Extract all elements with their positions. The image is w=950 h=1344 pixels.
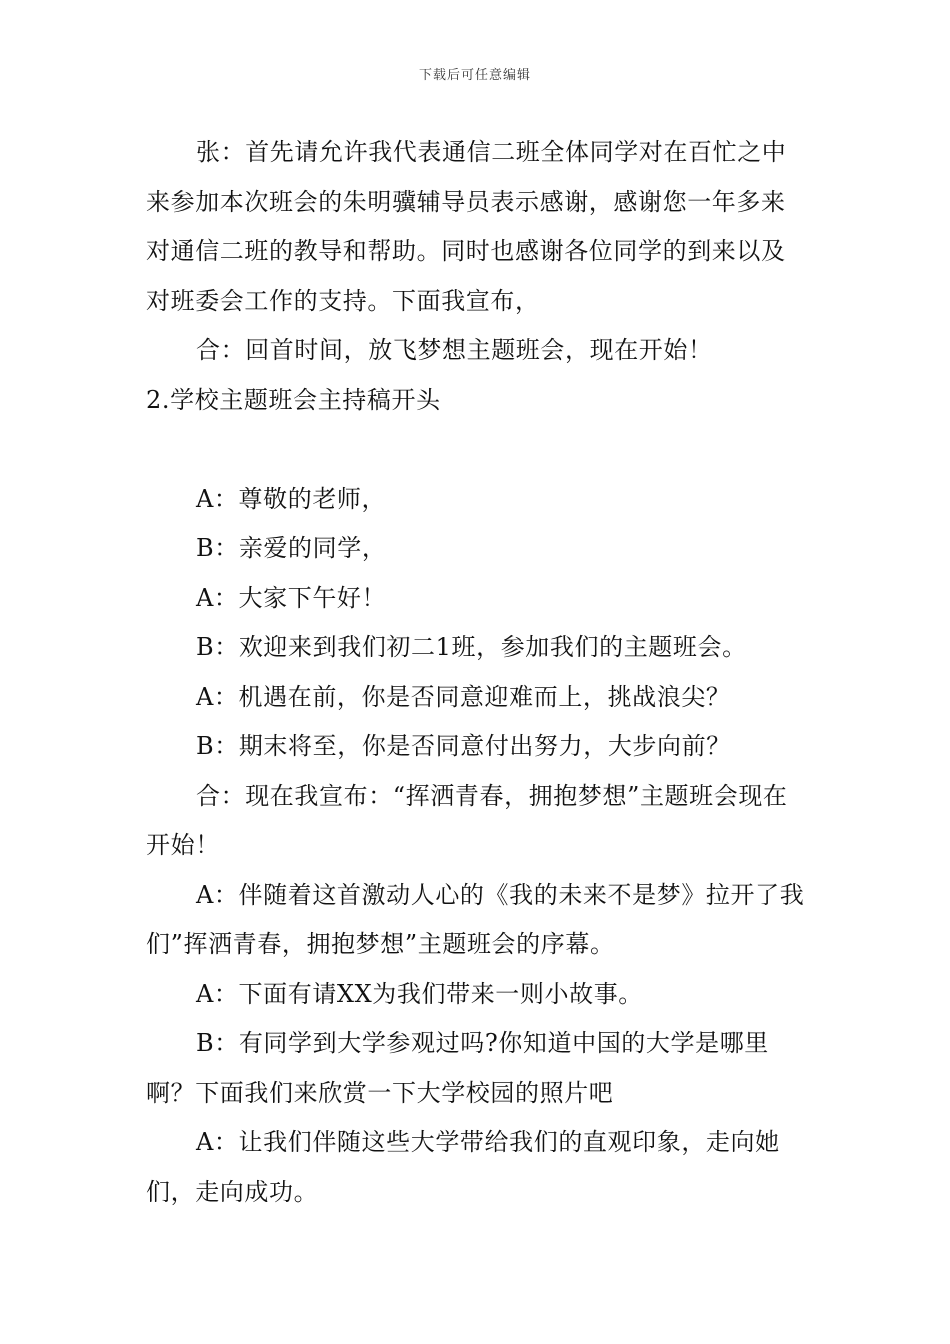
paragraph-line: A：下面有请XX为我们带来一则小故事。 bbox=[196, 979, 643, 1008]
paragraph-line: A：机遇在前，你是否同意迎难而上，挑战浪尖？ bbox=[196, 682, 731, 711]
document-body bbox=[146, 128, 808, 1217]
paragraph-he-start: 合：回首时间，放飞梦想主题班会，现在开始！ bbox=[196, 336, 713, 364]
paragraph-zhang-intro: 张：首先请允许我代表通信二班全体同学对在百忙之中来参加本次班会的朱明骥辅导员表示感谢，感谢您一年多来对通信二班的教导和帮助。同时也感谢各位同学的到来以及对班委会工作的支持。下面我宣布， bbox=[146, 138, 787, 315]
paragraph-line: 合：现在我宣布：“挥洒青春，拥抱梦想”主题班会现在开始！ bbox=[146, 781, 788, 859]
paragraph-line: B：有同学到大学参观过吗?你知道中国的大学是哪里啊？下面我们来欣赏一下大学校园的照片吧 bbox=[146, 1029, 769, 1107]
blank-line bbox=[146, 425, 808, 475]
paragraph-line: B：期末将至，你是否同意付出努力，大步向前？ bbox=[196, 732, 731, 760]
paragraph-line: A：大家下午好！ bbox=[196, 583, 387, 612]
paragraph-line: B：欢迎来到我们初二1班，参加我们的主题班会。 bbox=[196, 633, 747, 661]
paragraph-line: B：亲爱的同学， bbox=[196, 534, 387, 562]
section-heading: 2.学校主题班会主持稿开头 bbox=[146, 385, 441, 414]
page-header: 下载后可任意编辑 bbox=[418, 68, 531, 83]
paragraph-line: A：尊敬的老师， bbox=[196, 484, 387, 513]
paragraph-line: A：让我们伴随这些大学带给我们的直观印象，走向她们，走向成功。 bbox=[146, 1128, 780, 1206]
paragraph-line: A：伴随着这首激动人心的《我的未来不是梦》拉开了我们”挥洒青春，拥抱梦想”主题班会的序幕。 bbox=[146, 880, 805, 958]
